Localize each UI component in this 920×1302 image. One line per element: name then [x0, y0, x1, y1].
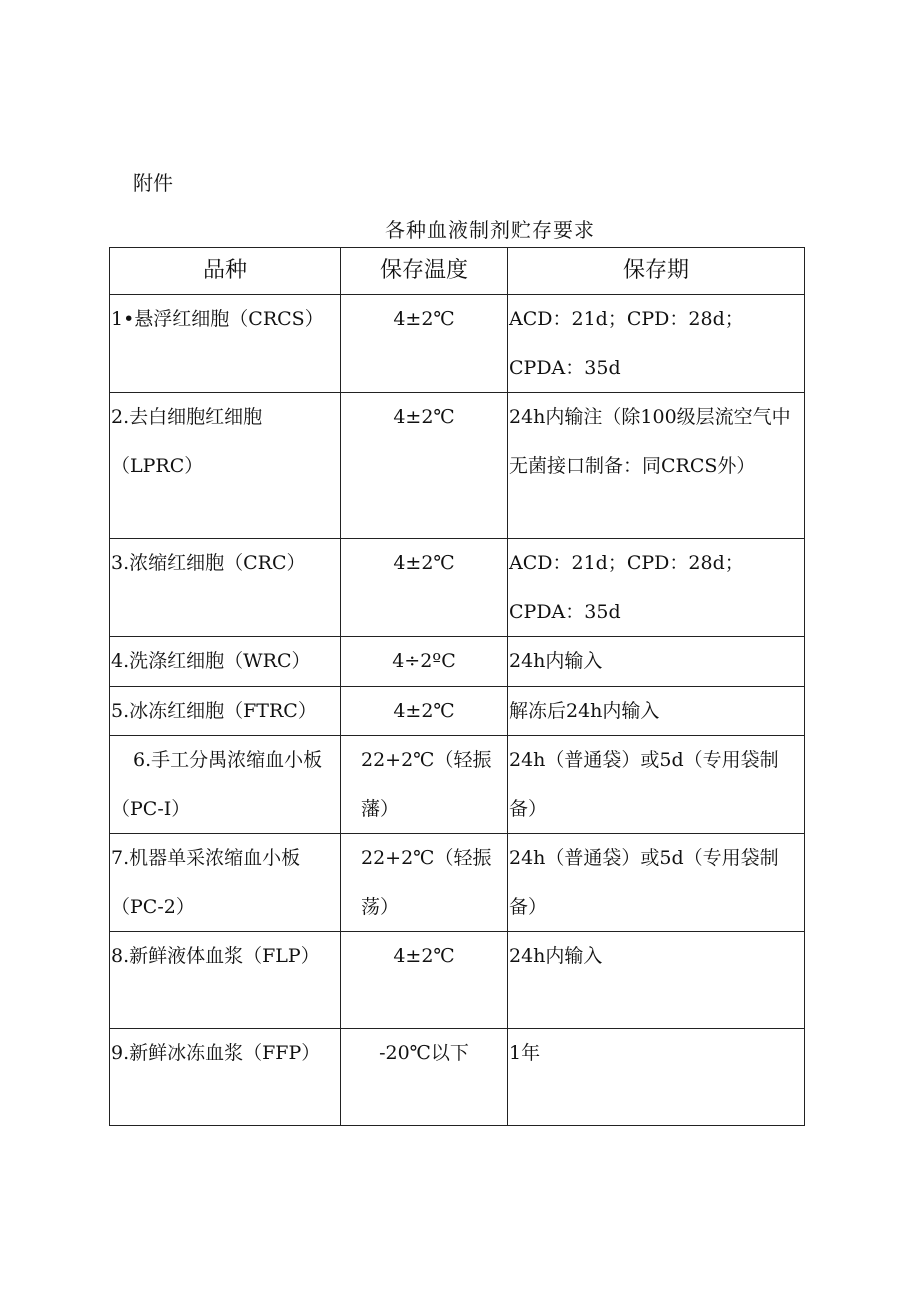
document-title: 各种血液制剂贮存要求 [385, 218, 595, 242]
cell-variety: 2.去白细胞红细胞（LPRC） [110, 393, 341, 539]
table-row [110, 1029, 805, 1126]
cell-temperature: 4÷2ºC [341, 637, 508, 687]
cell-temperature: 4±2℃ [341, 393, 508, 539]
cell-variety: 4.洗涤红细胞（WRC） [110, 637, 341, 687]
cell-variety: 5.冰冻红细胞（FTRC） [110, 686, 341, 736]
cell-temperature: -20℃以下 [341, 1029, 508, 1126]
cell-variety: 9.新鲜冰冻血浆（FFP） [110, 1029, 341, 1126]
cell-period: 24h内输注（除100级层流空气中无菌接口制备：同CRCS外） [508, 393, 805, 539]
header-variety: 品种 [110, 248, 341, 295]
table-row [110, 637, 805, 687]
cell-temperature: 4±2℃ [341, 295, 508, 393]
cell-period: 24h（普通袋）或5d（专用袋制备） [508, 736, 805, 834]
table-row [110, 295, 805, 393]
cell-period: 1年 [508, 1029, 805, 1126]
cell-temperature: 4±2℃ [341, 539, 508, 637]
cell-variety: 1•悬浮红细胞（CRCS） [110, 295, 341, 393]
table-header-row [110, 248, 805, 295]
cell-temperature: 4±2℃ [341, 686, 508, 736]
cell-temperature: 4±2℃ [341, 932, 508, 1029]
cell-period: 24h内输入 [508, 932, 805, 1029]
table-row [110, 932, 805, 1029]
cell-period: 解冻后24h内输入 [508, 686, 805, 736]
table-row [110, 686, 805, 736]
cell-temperature: 22+2℃（轻振荡） [341, 834, 508, 932]
table-row [110, 736, 805, 834]
cell-period: 24h内输入 [508, 637, 805, 687]
cell-variety: 6.手工分禺浓缩血小板（PC-I） [110, 736, 341, 834]
cell-variety: 7.机器单采浓缩血小板（PC-2） [110, 834, 341, 932]
cell-period: ACD：21d；CPD：28d；CPDA：35d [508, 295, 805, 393]
cell-temperature: 22+2℃（轻振藩） [341, 736, 508, 834]
table-row [110, 393, 805, 539]
cell-period: 24h（普通袋）或5d（专用袋制备） [508, 834, 805, 932]
table-row [110, 539, 805, 637]
header-temperature: 保存温度 [341, 248, 508, 295]
cell-period: ACD：21d；CPD：28d；CPDA：35d [508, 539, 805, 637]
table-row [110, 834, 805, 932]
cell-variety: 3.浓缩红细胞（CRC） [110, 539, 341, 637]
cell-variety: 8.新鲜液体血浆（FLP） [110, 932, 341, 1029]
storage-requirements-table [109, 247, 805, 1126]
header-period: 保存期 [508, 248, 805, 295]
attachment-label: 附件 [133, 171, 173, 195]
